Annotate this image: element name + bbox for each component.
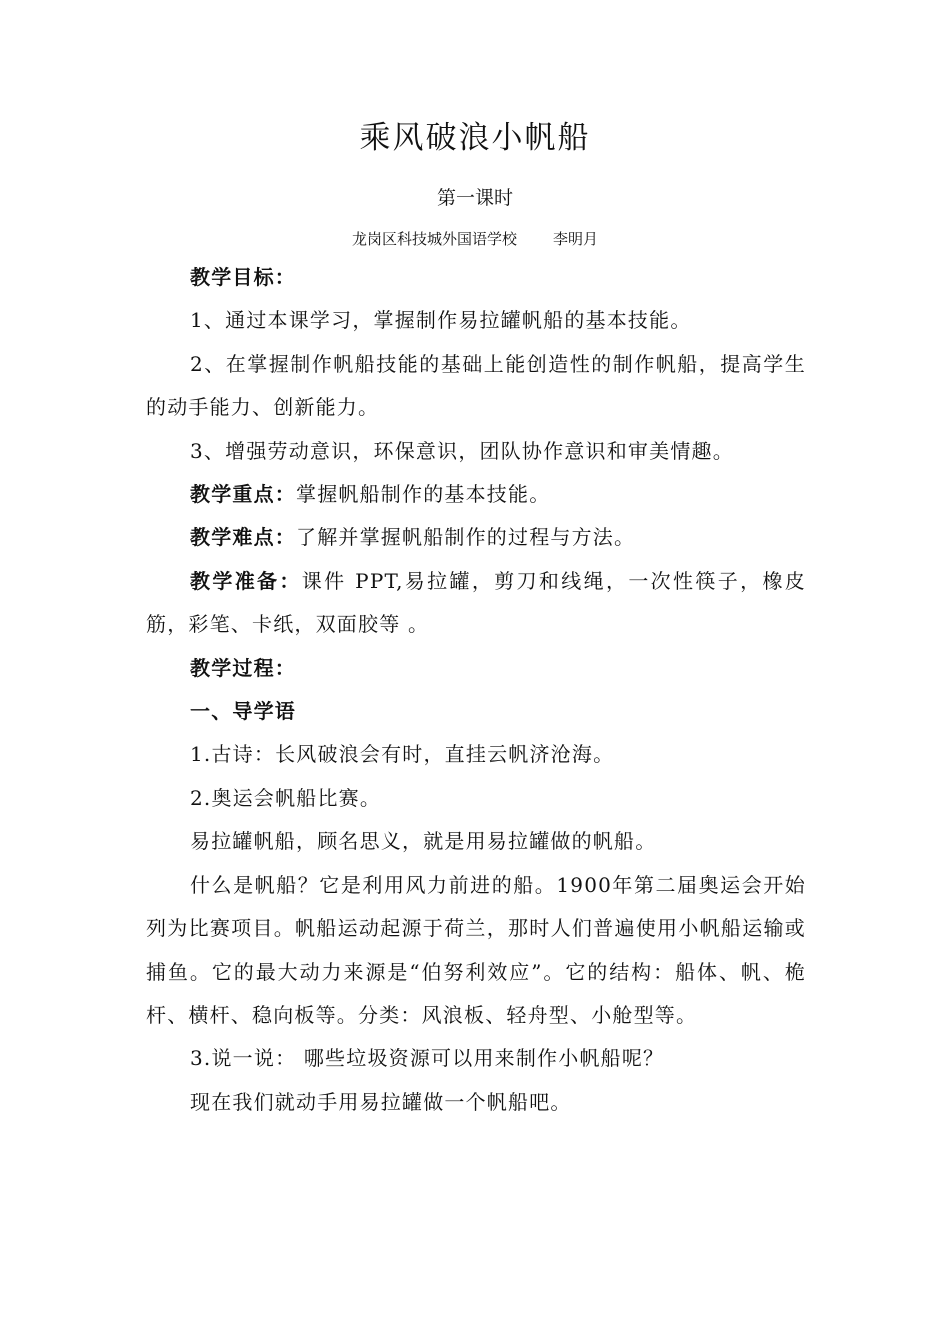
- objectives-heading: 教学目标：: [190, 265, 296, 289]
- process-heading: 教学过程：: [190, 655, 296, 680]
- process-paragraph: 什么是帆船？它是利用风力前进的船。1900年第二届奥运会开始列为比赛项目。帆船运动起源于荷兰，那时人们普遍使用小帆船运输或捕鱼。它的最大动力来源是“伯努利效应”。它的结构：船体、帆、桅杆、横杆、稳向板等。分类：风浪板、轻舟型、小舱型等。: [146, 872, 806, 1027]
- lesson-subtitle: 第一课时: [436, 187, 513, 209]
- preparation: [146, 560, 806, 647]
- process-paragraph: 1.古诗：长风破浪会有时，直挂云帆济沧海。: [190, 742, 615, 767]
- objective-item: 1、通过本课学习，掌握制作易拉罐帆船的基本技能。: [190, 308, 692, 333]
- preparation-label: 教学准备：: [190, 568, 302, 593]
- lesson-title: 乘风破浪小帆船: [359, 120, 591, 156]
- key-point-label: 教学重点：: [190, 482, 296, 507]
- difficulty-label: 教学难点：: [190, 525, 296, 550]
- objective-item: 2、在掌握制作帆船技能的基础上能创造性的制作帆船，提高学生的动手能力、创新能力。: [146, 351, 806, 420]
- process-paragraph: 3.说一说： 哪些垃圾资源可以用来制作小帆船呢？: [190, 1046, 665, 1071]
- process-paragraph: 现在我们就动手用易拉罐做一个帆船吧。: [190, 1089, 572, 1114]
- process-paragraph: 2.奥运会帆船比赛。: [190, 785, 382, 810]
- author-line: [0, 228, 950, 250]
- section-heading: 一、导学语: [190, 699, 296, 724]
- objective-item: 3、增强劳动意识，环保意识，团队协作意识和审美情趣。: [190, 438, 734, 463]
- preparation-text: 课件 PPT,易拉罐，剪刀和线绳，一次性筷子，橡皮筋，彩笔、卡纸，双面胶等 。: [146, 568, 807, 637]
- author-name: 李明月: [553, 230, 599, 248]
- key-point: [146, 473, 806, 516]
- document-body: [146, 256, 806, 1124]
- school-name: 龙岗区科技城外国语学校: [351, 230, 517, 248]
- process-paragraph: 易拉罐帆船，顾名思义，就是用易拉罐做的帆船。: [190, 829, 657, 854]
- difficulty: [146, 516, 806, 559]
- key-point-text: 掌握帆船制作的基本技能。: [296, 482, 551, 507]
- difficulty-text: 了解并掌握帆船制作的过程与方法。: [296, 525, 636, 550]
